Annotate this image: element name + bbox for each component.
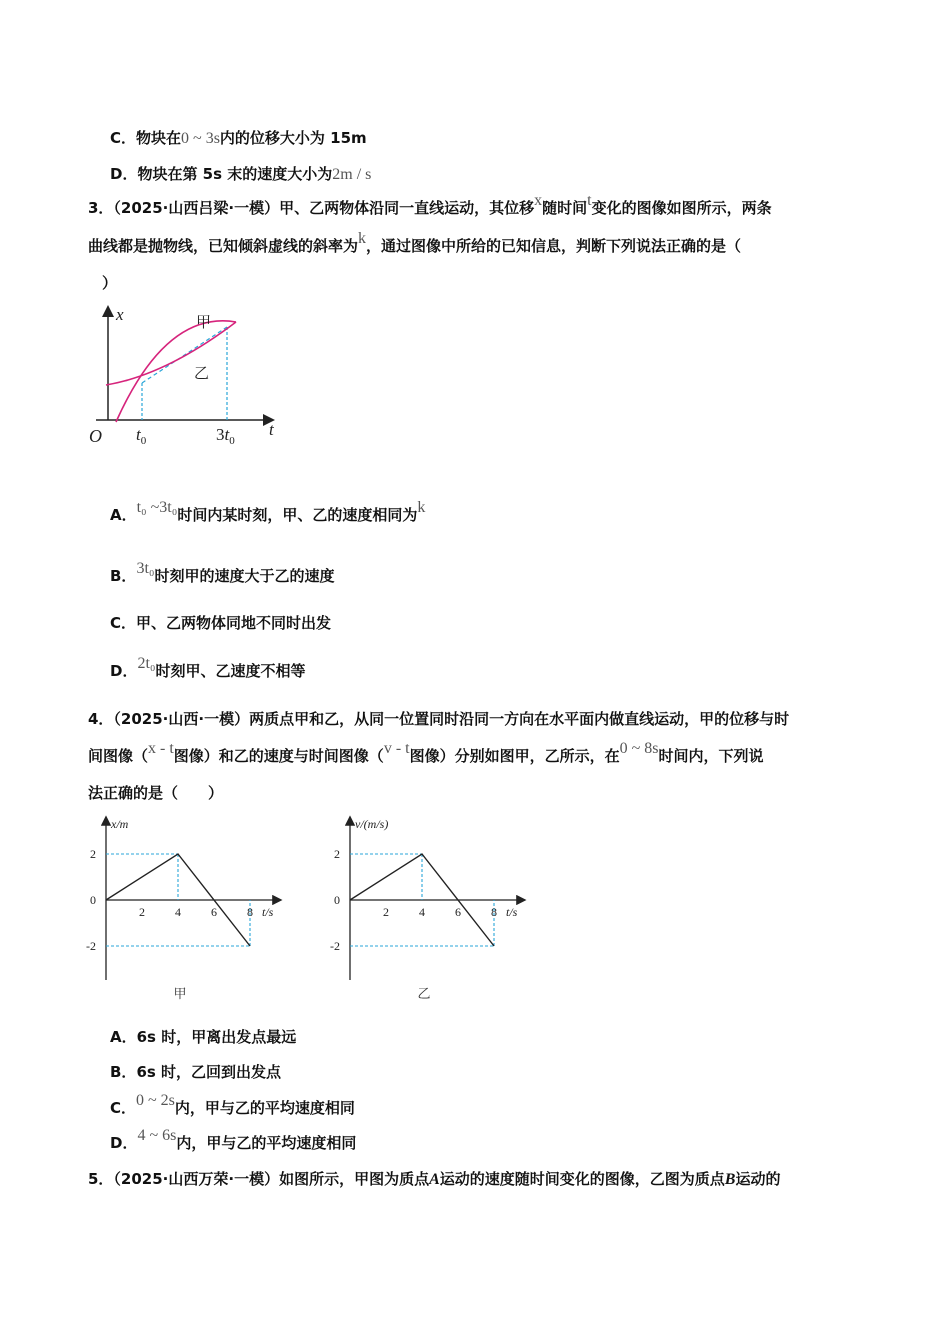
q3-option-d: D．2t₀时刻甲、乙速度不相等: [110, 655, 306, 680]
q4-stem-line3: 法正确的是（ ）: [88, 784, 224, 802]
q3-curve-jia: [116, 321, 236, 422]
y-tick-label: -2: [330, 939, 340, 953]
q3-y-label: x: [116, 305, 124, 324]
x-tick-label: 4: [175, 905, 181, 919]
q4-graph-yi: [328, 812, 538, 1007]
q4-graph-jia: [84, 812, 294, 1007]
x-tick-label: 2: [139, 905, 145, 919]
x-tick-label: 8: [491, 905, 497, 919]
q3-curve-yi: [106, 322, 236, 385]
q3-figure: [86, 300, 286, 455]
x-tick-label: 2: [383, 905, 389, 919]
q3-slope-dashed-line: [142, 327, 227, 383]
x-tick-label: 8: [247, 905, 253, 919]
q3-label-jia: 甲: [196, 315, 212, 331]
q2-option-d: D．物块在第 5s 末的速度大小为2m / s: [110, 165, 372, 183]
q4-option-b: B．6s 时，乙回到出发点: [110, 1063, 282, 1081]
q3-label-yi: 乙: [194, 366, 210, 382]
x-tick-label: 4: [419, 905, 425, 919]
q2-option-c: C．物块在0 ~ 3s内的位移大小为 15m: [110, 129, 367, 147]
y-tick-label: 2: [90, 847, 96, 861]
q4-stem-line2: 间图像（x - t图像）和乙的速度与时间图像（v - t图像）分别如图甲，乙所示，在0 ~ 8s时间内，下列说: [88, 740, 764, 765]
q3-stem-line1: 3．（2025·山西吕梁·一模）甲、乙两物体沿同一直线运动，其位移x随时间t变化的图像如图所示，两条: [88, 192, 772, 217]
x-axis-label: t/s: [506, 905, 518, 919]
graph-caption: 乙: [417, 986, 431, 1001]
x-axis-label: t/s: [262, 905, 274, 919]
y-axis-label: v/(m/s): [355, 817, 389, 831]
q4-stem-line1: 4．（2025·山西·一模）两质点甲和乙，从同一位置同时沿同一方向在水平面内做直线运动，甲的位移与时: [88, 710, 790, 728]
x-tick-label: 6: [211, 905, 217, 919]
y-tick-label: 2: [334, 847, 340, 861]
q3-x-label: t: [269, 420, 274, 439]
q3-origin-label: O: [89, 426, 102, 446]
q5-stem-line1: 5．（2025·山西万荣·一模）如图所示，甲图为质点A运动的速度随时间变化的图像，乙图为质点B运动的: [88, 1170, 781, 1188]
q3-stem-line2: 曲线都是抛物线，已知倾斜虚线的斜率为k，通过图像中所给的已知信息，判断下列说法正确的是（: [88, 230, 742, 255]
q3-tick-3t0: $3t_0$: [216, 425, 235, 447]
q4-option-c: C．0 ~ 2s内，甲与乙的平均速度相同: [110, 1092, 355, 1117]
q3-option-b: B．3t₀时刻甲的速度大于乙的速度: [110, 560, 335, 585]
y-tick-label: 0: [334, 893, 340, 907]
y-axis-label: x/m: [111, 817, 129, 831]
y-tick-label: 0: [90, 893, 96, 907]
graph-caption: 甲: [173, 986, 187, 1001]
q3-stem-line3: ）: [102, 274, 118, 292]
q4-option-a: A．6s 时，甲离出发点最远: [110, 1028, 297, 1046]
q3-option-a: A．t₀ ~3t₀时间内某时刻，甲、乙的速度相同为k: [110, 499, 426, 524]
q3-option-c: C．甲、乙两物体同地不同时出发: [110, 614, 332, 632]
q3-tick-t0: $t_0$: [136, 425, 147, 447]
y-tick-label: -2: [86, 939, 96, 953]
x-tick-label: 6: [455, 905, 461, 919]
q4-option-d: D．4 ~ 6s内，甲与乙的平均速度相同: [110, 1127, 357, 1152]
